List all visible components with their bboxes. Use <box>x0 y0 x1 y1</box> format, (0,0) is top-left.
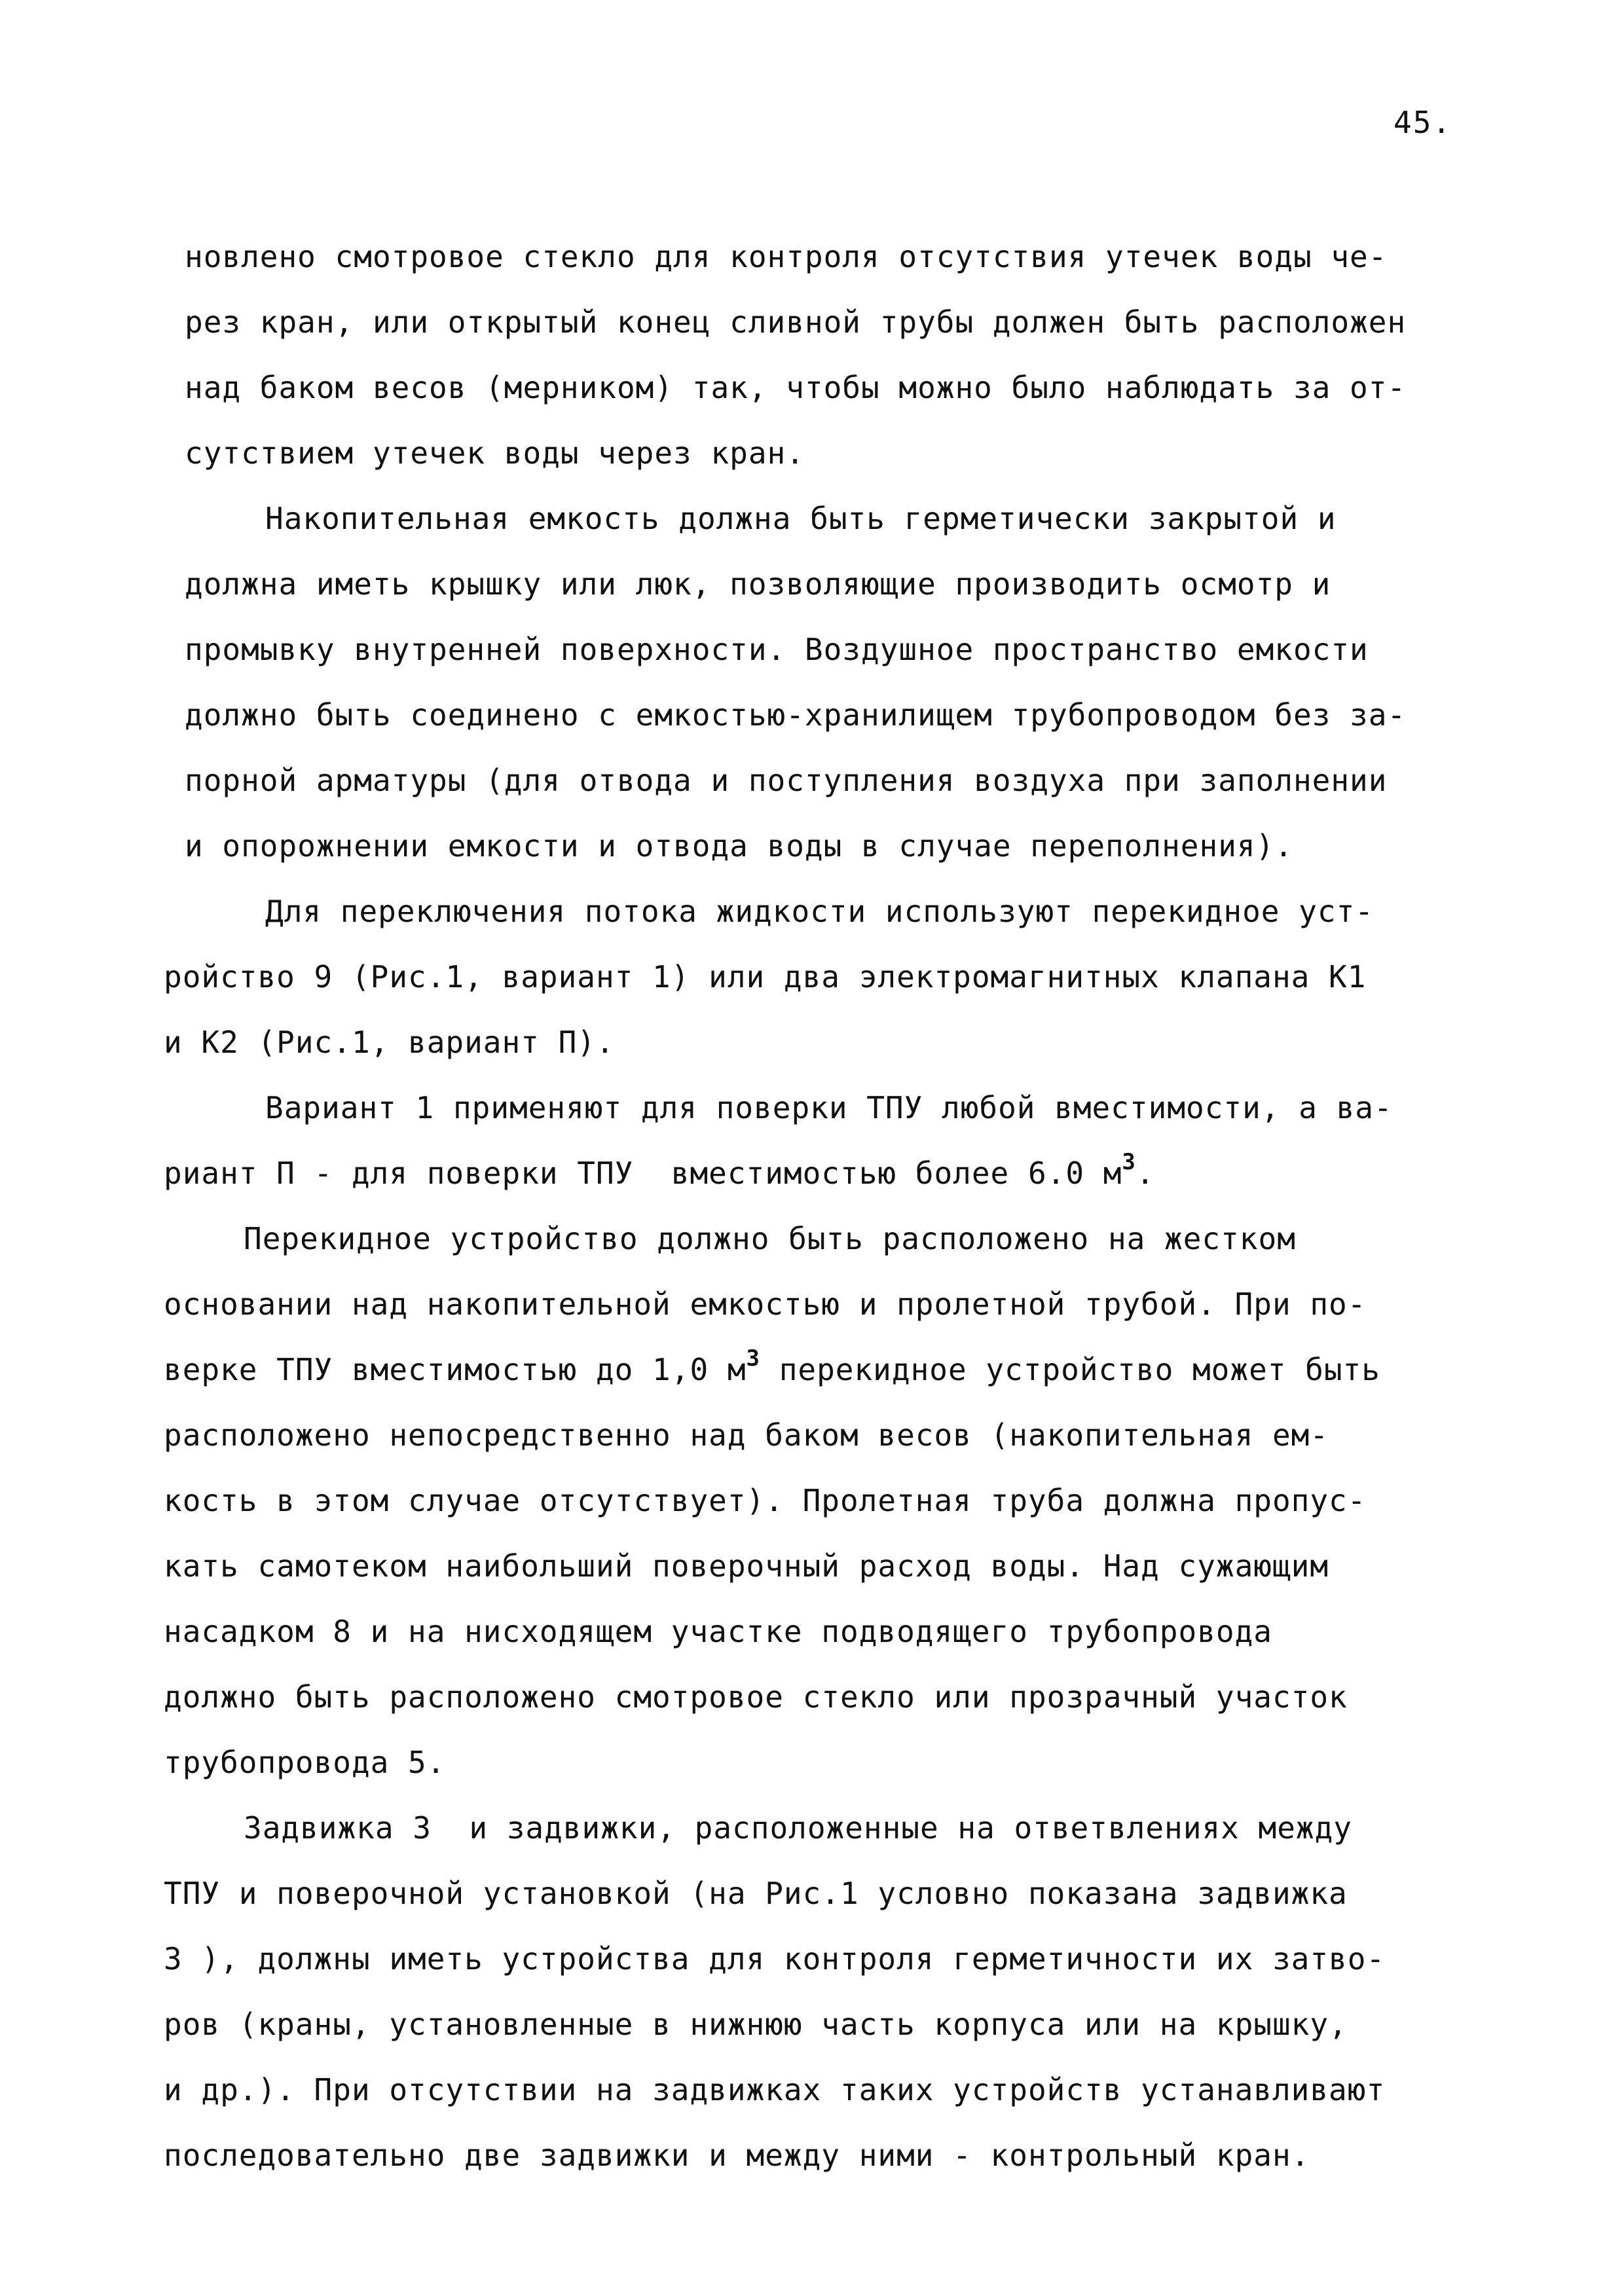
text-line: над баком весов (мерником) так, чтобы можно было наблюдать за от- <box>185 370 1407 405</box>
text-line: ТПУ и поверочной установкой (на Рис.1 условно показана задвижка <box>164 1876 1348 1911</box>
text-line: порной арматуры (для отвода и поступления воздуха при заполнении <box>185 763 1388 798</box>
text-line: должно быть соединено с емкостью-хранилищем трубопроводом без за- <box>185 697 1407 733</box>
text-line: рез кран, или открытый конец сливной трубы должен быть расположен <box>185 304 1407 340</box>
text-line: кость в этом случае отсутствует). Пролетная труба должна пропус- <box>164 1483 1367 1518</box>
text-line: должна иметь крышку или люк, позволяющие производить осмотр и <box>185 566 1331 602</box>
paragraph-first-line: Перекидное устройство должно быть расположено на жестком <box>244 1221 1296 1256</box>
superscript: 3 <box>1122 1149 1136 1175</box>
text-line: и опорожнении емкости и отвода воды в случае переполнения). <box>185 828 1293 864</box>
text-line: ров (краны, установленные в нижнюю часть корпуса или на крышку, <box>164 2007 1348 2042</box>
text-line: 3 ), должны иметь устройства для контроля герметичности их затво- <box>164 1941 1386 1977</box>
text-line: и К2 (Рис.1, вариант П). <box>164 1025 615 1060</box>
paragraph-first-line: Вариант 1 применяют для поверки ТПУ любой вместимости, а ва- <box>265 1090 1393 1125</box>
text-line: трубопровода 5. <box>164 1745 446 1780</box>
superscript: 3 <box>746 1345 761 1372</box>
paragraph-first-line: Для переключения потока жидкости используют перекидное уст- <box>265 894 1374 929</box>
text-line: должно быть расположено смотровое стекло или прозрачный участок <box>164 1679 1348 1715</box>
text-line: ройство 9 (Рис.1, вариант 1) или два электромагнитных клапана К1 <box>164 959 1367 994</box>
text-line: кать самотеком наибольший поверочный расход воды. Над сужающим <box>164 1548 1329 1584</box>
text-line: основании над накопительной емкостью и пролетной трубой. При по- <box>164 1286 1367 1322</box>
text-line: промывку внутренней поверхности. Воздушное пространство емкости <box>185 632 1369 667</box>
line-text: риант П - для поверки ТПУ вместимостью более 6.0 м <box>164 1156 1122 1191</box>
line-text: перекидное устройство может быть <box>760 1352 1380 1387</box>
text-line: и др.). При отсутствии на задвижках таких устройств устанавливают <box>164 2072 1386 2107</box>
text-line: новлено смотровое стекло для контроля отсутствия утечек воды че- <box>185 239 1388 274</box>
paragraph-first-line: Накопительная емкость должна быть герметически закрытой и <box>265 501 1337 536</box>
line-text: верке ТПУ вместимостью до 1,0 м <box>164 1352 747 1387</box>
text-line: расположено непосредственно над баком весов (накопительная ем- <box>164 1417 1329 1453</box>
text-line-with-exponent <box>164 1345 1380 1389</box>
text-line-with-exponent <box>164 1149 1155 1193</box>
text-line: последовательно две задвижки и между ними - контрольный кран. <box>164 2138 1310 2173</box>
paragraph-first-line: Задвижка 3 и задвижки, расположенные на ответвлениях между <box>244 1810 1352 1846</box>
text-line: сутствием утечек воды через кран. <box>185 435 805 471</box>
line-text: . <box>1135 1156 1155 1191</box>
text-line: насадком 8 и на нисходящем участке подводящего трубопровода <box>164 1614 1272 1649</box>
page-number: 45. <box>1393 105 1452 140</box>
